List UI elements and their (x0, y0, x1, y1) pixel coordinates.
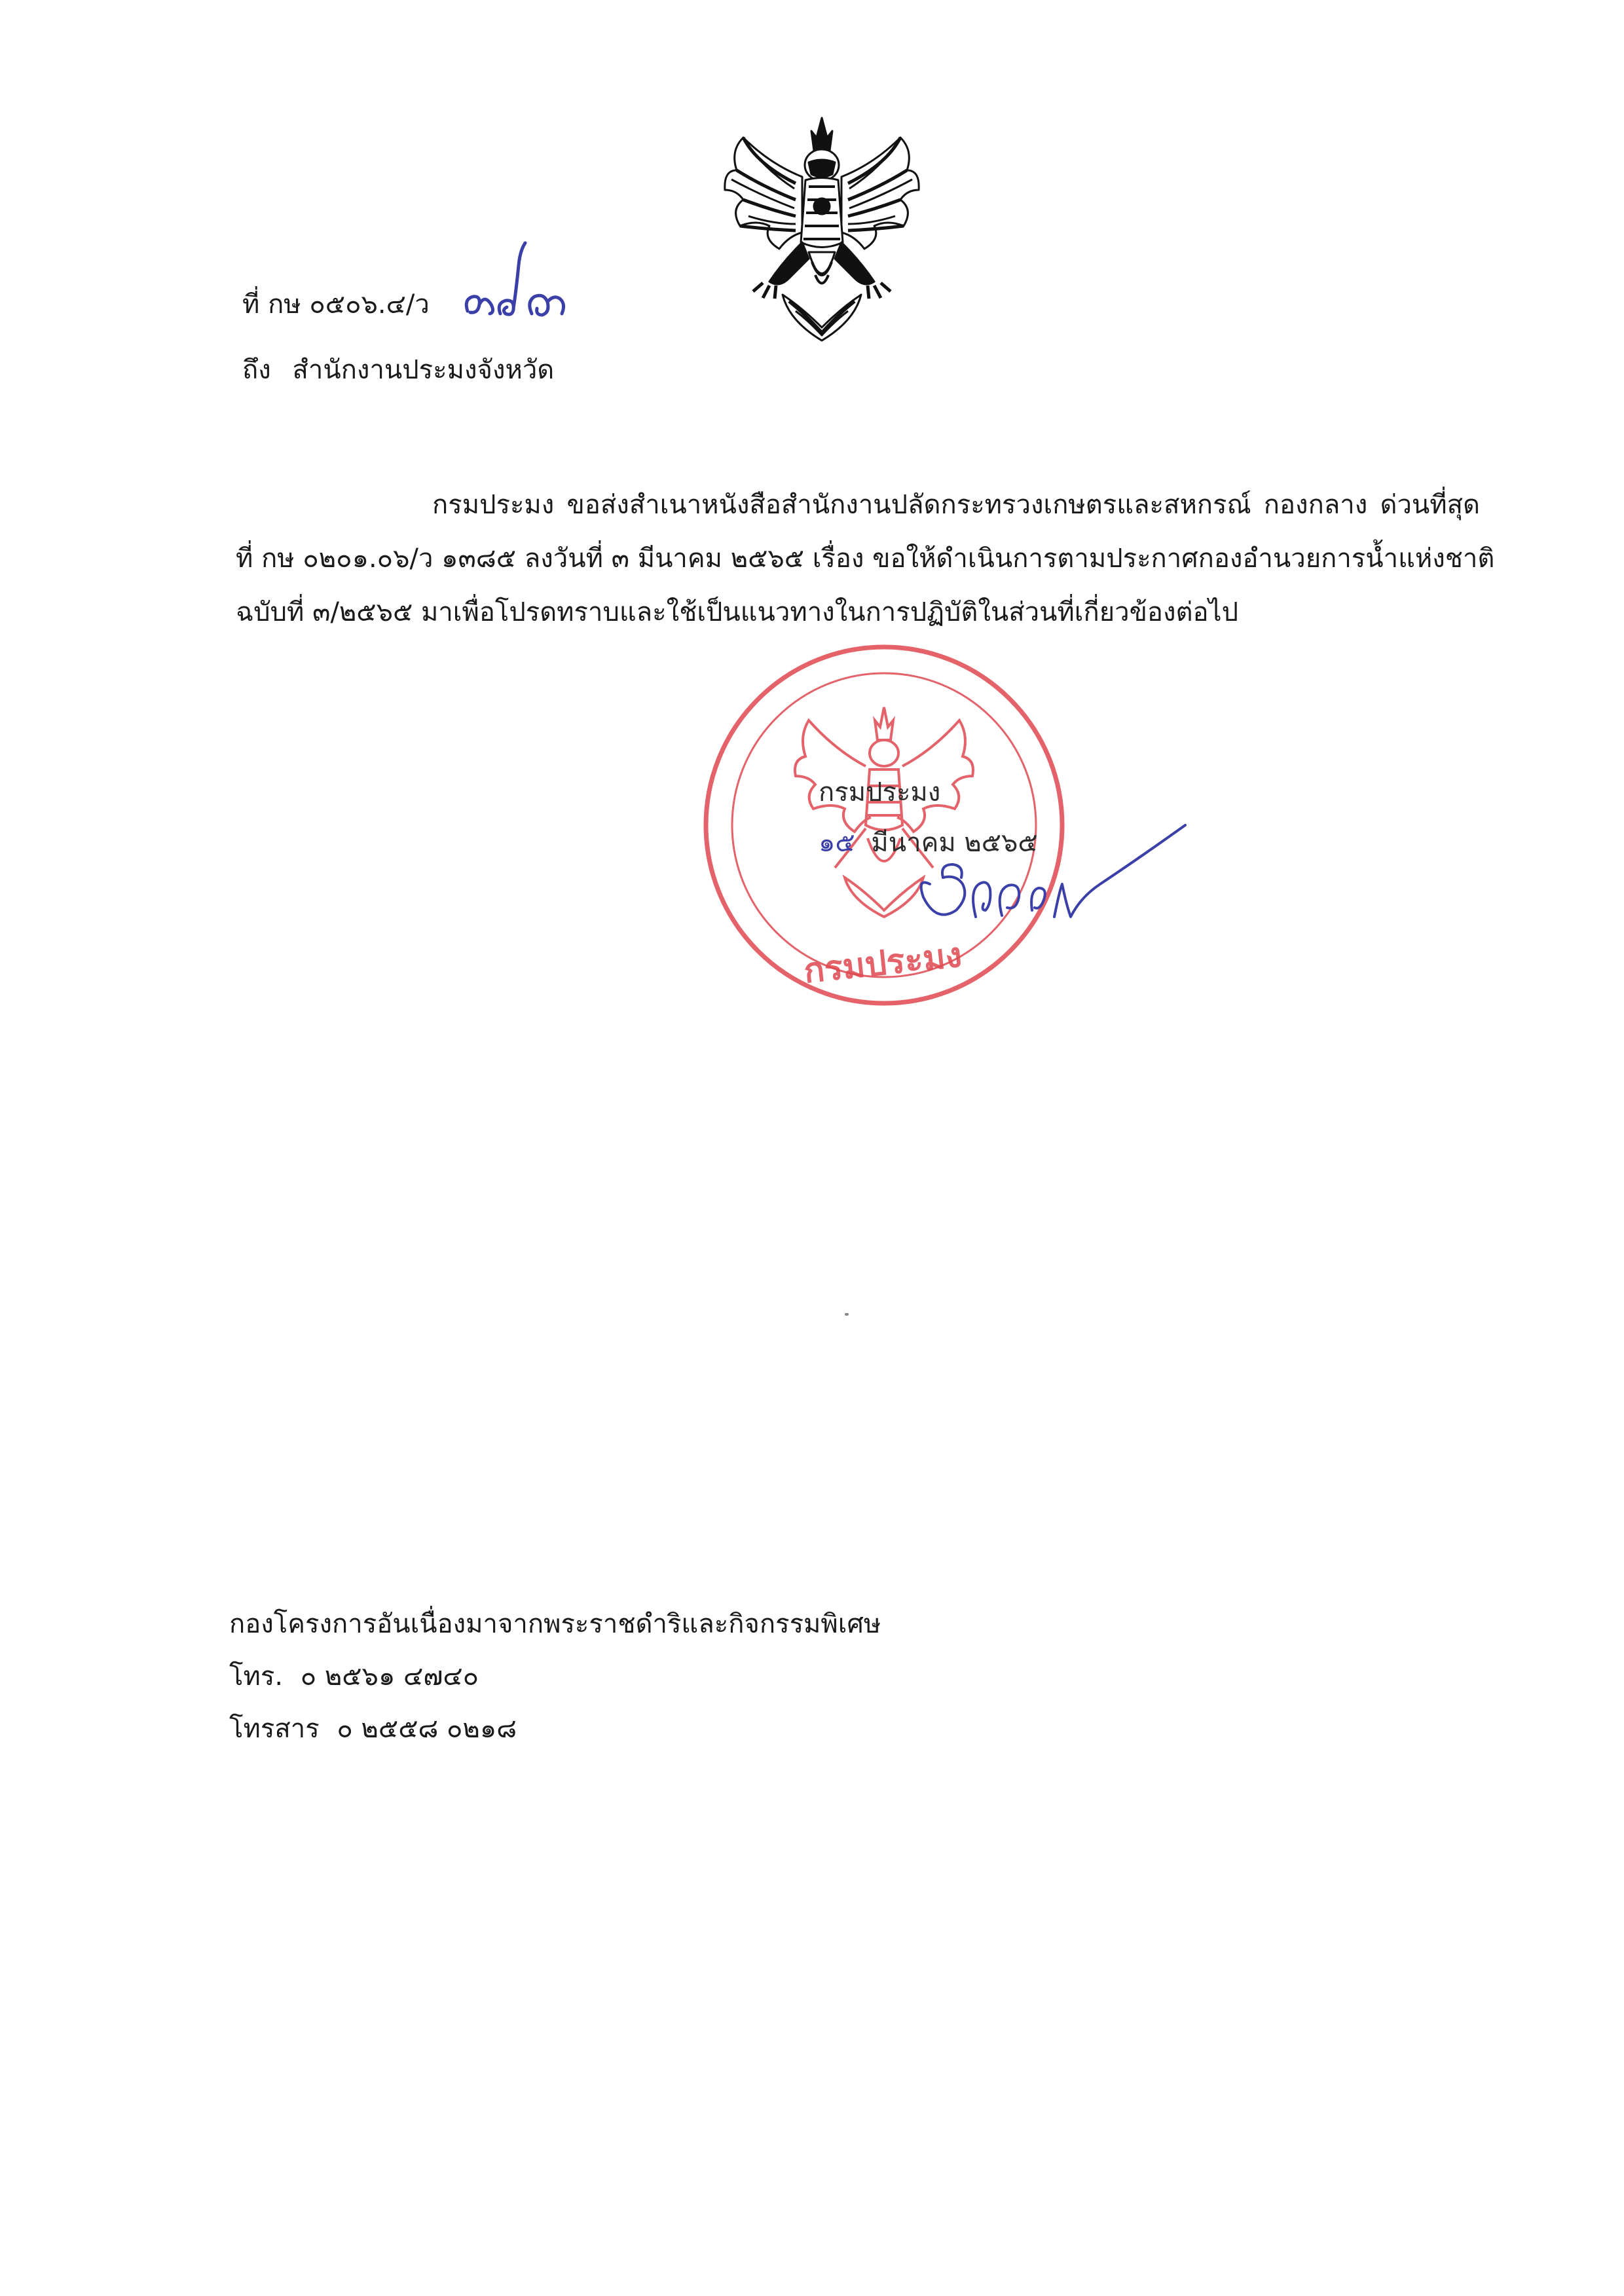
reference-line (242, 285, 430, 324)
body-paragraph (236, 478, 1495, 639)
footer-phone: ๐ ๒๕๖๑ ๔๗๔๐ (300, 1661, 479, 1692)
handwritten-reference-number (458, 239, 570, 324)
body-line-2: ที่ กษ ๐๒๐๑.๐๖/ว ๑๓๘๕ ลงวันที่ ๓ มีนาคม ๒๕๖๕ เรื่อง ขอให้ดำเนินการตามประกาศกองอำนวยการน้ำแห่งชาติ (236, 544, 1495, 574)
footer-fax-row (229, 1703, 881, 1755)
body-line-1: กรมประมง ขอส่งสำเนาหนังสือสำนักงานปลัดกระทรวงเกษตรและสหกรณ์ กองกลาง ด่วนที่สุด (432, 490, 1481, 520)
reference-prefix: ที่ กษ ๐๕๐๖.๔/ว (242, 289, 430, 320)
stamp-day-handwritten: ๑๕ (819, 828, 855, 858)
body-line-3: ฉบับที่ ๓/๒๕๖๕ มาเพื่อโปรดทราบและใช้เป็นแนวทางในการปฏิบัติในส่วนที่เกี่ยวข้องต่อไป (236, 597, 1238, 627)
stamp-organization: กรมประมง (819, 777, 941, 807)
addressee-label: ถึง (242, 355, 271, 385)
stamp-month-year: มีนาคม ๒๕๖๕ (871, 828, 1038, 858)
scan-speck (845, 1313, 849, 1316)
footer-fax: ๐ ๒๕๕๘ ๐๒๑๘ (337, 1714, 517, 1744)
footer-division: กองโครงการอันเนื่องมาจากพระราชดำริและกิจกรรมพิเศษ (229, 1609, 881, 1639)
garuda-emblem-icon (717, 111, 927, 347)
addressee-line (242, 350, 554, 390)
footer-phone-label: โทร. (229, 1661, 284, 1692)
seal-text: กรมประมง (802, 935, 964, 991)
footer-fax-label: โทรสาร (229, 1714, 320, 1744)
footer-phone-row (229, 1650, 881, 1703)
handwritten-signature (904, 812, 1218, 943)
footer-contact (229, 1598, 881, 1755)
addressee-value: สำนักงานประมงจังหวัด (292, 355, 555, 385)
